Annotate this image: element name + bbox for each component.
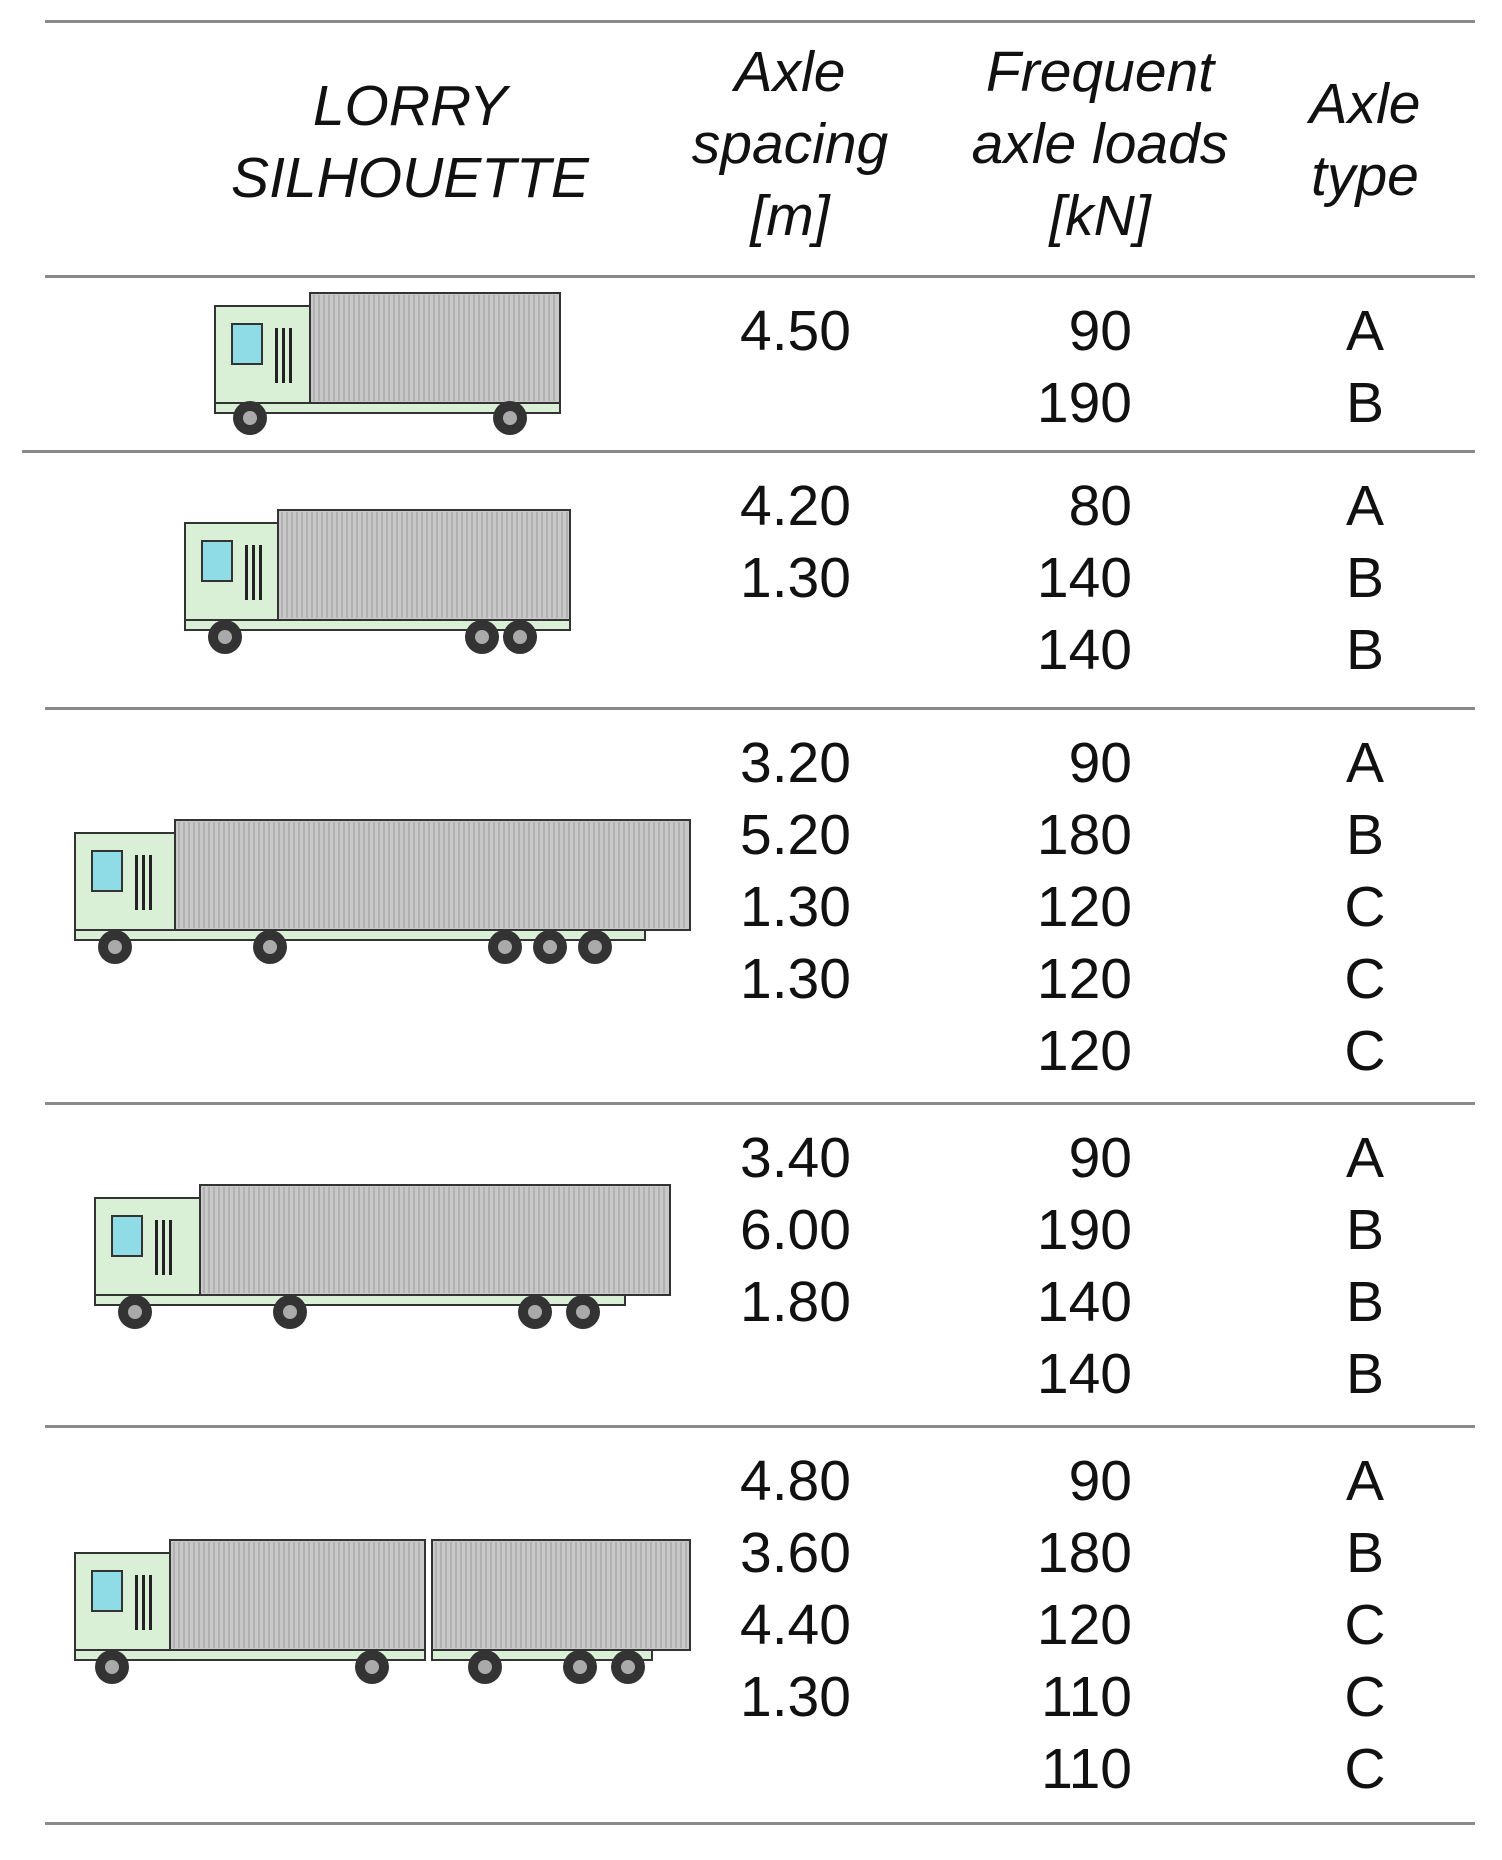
axle-load-value: 80 bbox=[1068, 474, 1132, 538]
axle-spacing-value: 1.30 bbox=[740, 1665, 851, 1729]
lorry-silhouette-5-axle-articulated bbox=[70, 815, 695, 975]
header-axle-type bbox=[1280, 68, 1450, 212]
table-bottom-rule bbox=[45, 1822, 1475, 1825]
row-divider bbox=[45, 707, 1475, 710]
axle-load-cell bbox=[990, 1122, 1190, 1410]
header-text: axle loads bbox=[971, 112, 1229, 176]
axle-spacing-cell bbox=[700, 1445, 930, 1733]
header-text: Axle bbox=[1309, 72, 1421, 136]
axle-type-value: B bbox=[1345, 1270, 1385, 1334]
axle-spacing-value: 1.30 bbox=[740, 546, 851, 610]
header-text: Axle bbox=[734, 40, 846, 104]
axle-spacing-cell bbox=[700, 470, 930, 614]
axle-load-value: 190 bbox=[1036, 1198, 1132, 1262]
axle-load-value: 140 bbox=[1036, 618, 1132, 682]
axle-load-cell bbox=[990, 1445, 1190, 1805]
axle-load-value: 120 bbox=[1036, 875, 1132, 939]
axle-spacing-value: 4.50 bbox=[740, 299, 851, 363]
axle-spacing-value: 4.20 bbox=[740, 474, 851, 538]
axle-type-value: C bbox=[1344, 1019, 1386, 1083]
axle-load-value: 90 bbox=[1068, 1449, 1132, 1513]
header-text: Frequent bbox=[985, 40, 1215, 104]
header-frequent-axle-loads bbox=[940, 36, 1260, 252]
header-text: [kN] bbox=[1049, 184, 1151, 248]
row-divider bbox=[45, 1425, 1475, 1428]
header-text: type bbox=[1311, 144, 1419, 208]
axle-spacing-cell bbox=[700, 1122, 930, 1338]
axle-type-value: B bbox=[1345, 1521, 1385, 1585]
axle-type-value: B bbox=[1345, 618, 1385, 682]
axle-spacing-value: 1.30 bbox=[740, 875, 851, 939]
axle-type-value: C bbox=[1344, 1665, 1386, 1729]
lorry-silhouette-3-axle bbox=[180, 505, 580, 665]
axle-load-cell bbox=[990, 727, 1190, 1087]
axle-type-cell bbox=[1300, 470, 1430, 686]
axle-spacing-value: 5.20 bbox=[740, 803, 851, 867]
axle-spacing-value: 4.80 bbox=[740, 1449, 851, 1513]
row-divider bbox=[45, 1102, 1475, 1105]
axle-type-cell bbox=[1300, 1445, 1430, 1805]
axle-type-cell bbox=[1300, 727, 1430, 1087]
axle-load-value: 110 bbox=[1041, 1665, 1132, 1729]
axle-spacing-cell bbox=[700, 295, 930, 367]
axle-type-value: A bbox=[1345, 1126, 1385, 1190]
axle-load-value: 140 bbox=[1036, 1342, 1132, 1406]
axle-load-value: 120 bbox=[1036, 1593, 1132, 1657]
header-axle-spacing bbox=[660, 36, 920, 252]
header-text: [m] bbox=[750, 184, 830, 248]
axle-type-value: C bbox=[1344, 947, 1386, 1011]
lorry-silhouette-2-axle bbox=[210, 288, 570, 443]
axle-type-value: C bbox=[1344, 875, 1386, 939]
axle-type-value: B bbox=[1345, 1198, 1385, 1262]
axle-spacing-value: 3.20 bbox=[740, 731, 851, 795]
header-text: SILHOUETTE bbox=[231, 146, 589, 210]
axle-spacing-value: 1.80 bbox=[740, 1270, 851, 1334]
axle-spacing-value: 3.40 bbox=[740, 1126, 851, 1190]
axle-load-value: 110 bbox=[1041, 1737, 1132, 1801]
axle-load-value: 180 bbox=[1036, 1521, 1132, 1585]
header-bottom-rule bbox=[45, 275, 1475, 278]
axle-type-value: B bbox=[1345, 803, 1385, 867]
table-top-rule bbox=[45, 20, 1475, 23]
axle-type-value: A bbox=[1345, 731, 1385, 795]
axle-load-value: 180 bbox=[1036, 803, 1132, 867]
axle-load-value: 90 bbox=[1068, 731, 1132, 795]
axle-load-value: 90 bbox=[1068, 299, 1132, 363]
axle-load-value: 120 bbox=[1036, 1019, 1132, 1083]
axle-load-value: 90 bbox=[1068, 1126, 1132, 1190]
axle-spacing-value: 4.40 bbox=[740, 1593, 851, 1657]
axle-type-value: B bbox=[1345, 546, 1385, 610]
axle-spacing-value: 1.30 bbox=[740, 947, 851, 1011]
axle-load-value: 140 bbox=[1036, 546, 1132, 610]
lorry-silhouette-4-axle-articulated bbox=[90, 1180, 680, 1340]
header-text: LORRY bbox=[312, 74, 508, 138]
axle-type-value: B bbox=[1345, 1342, 1385, 1406]
axle-spacing-value: 3.60 bbox=[740, 1521, 851, 1585]
header-silhouette bbox=[150, 70, 670, 214]
axle-load-value: 120 bbox=[1036, 947, 1132, 1011]
header-text: spacing bbox=[691, 112, 889, 176]
axle-type-cell bbox=[1300, 1122, 1430, 1410]
axle-type-cell bbox=[1300, 295, 1430, 439]
row-divider bbox=[22, 450, 1475, 453]
axle-load-value: 140 bbox=[1036, 1270, 1132, 1334]
axle-load-cell bbox=[990, 295, 1190, 439]
axle-spacing-value: 6.00 bbox=[740, 1198, 851, 1262]
axle-type-value: B bbox=[1345, 371, 1385, 435]
axle-type-value: A bbox=[1345, 1449, 1385, 1513]
axle-spacing-cell bbox=[700, 727, 930, 1015]
axle-type-value: C bbox=[1344, 1593, 1386, 1657]
axle-load-cell bbox=[990, 470, 1190, 686]
lorry-silhouette-5-axle-drawbar bbox=[70, 1535, 695, 1695]
axle-type-value: A bbox=[1345, 474, 1385, 538]
axle-type-value: A bbox=[1345, 299, 1385, 363]
axle-type-value: C bbox=[1344, 1737, 1386, 1801]
axle-load-value: 190 bbox=[1036, 371, 1132, 435]
